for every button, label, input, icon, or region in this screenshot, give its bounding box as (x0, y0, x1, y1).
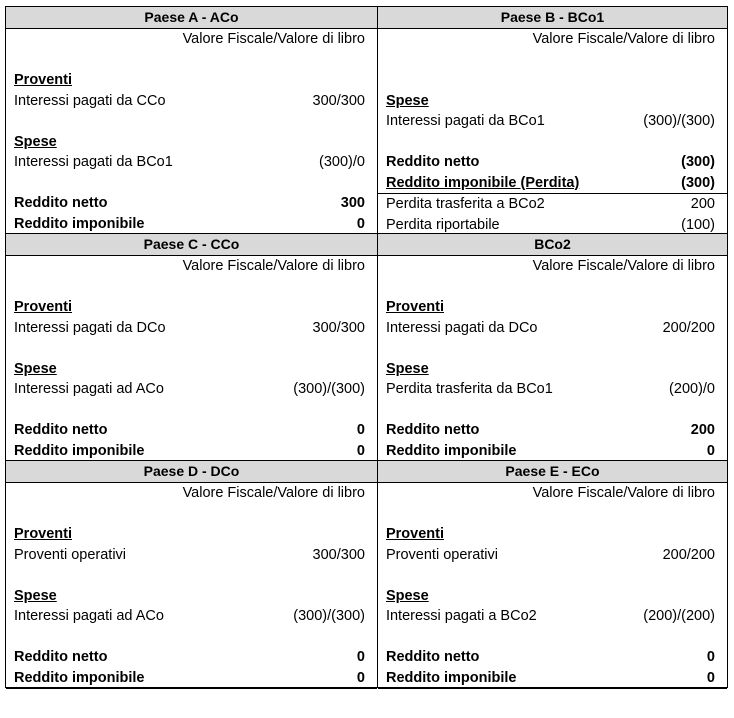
column-header: Valore Fiscale/Valore di libro (182, 31, 365, 47)
tax-table (5, 6, 728, 688)
carryforward-loss-value: (100) (681, 216, 715, 233)
expense-item: Perdita trasferita da BCo1 (385, 381, 553, 397)
panel-title: Paese B - BCo1 (378, 6, 727, 29)
panel-title: BCo2 (378, 233, 727, 256)
expense-item: Interessi pagati a BCo2 (385, 608, 537, 624)
carryforward-loss-label: Perdita riportabile (385, 216, 500, 233)
net-income-label: Reddito netto (14, 422, 108, 438)
taxable-income-value: 0 (356, 442, 365, 459)
expense-item: Interessi pagati ad ACo (14, 381, 164, 397)
panel-paese-d (5, 460, 377, 688)
taxable-income-value: 0 (356, 669, 365, 686)
table-row (5, 233, 728, 460)
taxable-loss-label: Reddito imponibile (Perdita) (385, 174, 580, 191)
taxable-income-value: 0 (356, 215, 365, 232)
net-income-label: Reddito netto (14, 195, 108, 211)
taxable-income-label: Reddito imponibile (14, 442, 145, 459)
net-income-label: Reddito netto (385, 649, 480, 665)
panel-title: Paese D - DCo (6, 460, 377, 483)
income-item: Interessi pagati da DCo (385, 319, 538, 336)
income-item: Interessi pagati da DCo (14, 319, 166, 336)
expense-item: Interessi pagati da BCo1 (14, 154, 173, 170)
income-value: 300/300 (312, 92, 365, 109)
spese-heading: Spese (385, 92, 429, 109)
taxable-income-label: Reddito imponibile (14, 215, 145, 232)
column-header: Valore Fiscale/Valore di libro (182, 258, 365, 274)
spese-heading: Spese (385, 360, 429, 377)
spese-heading: Spese (14, 587, 57, 604)
taxable-income-value: 0 (706, 442, 715, 459)
net-income-value: 0 (356, 649, 365, 665)
taxable-income-label: Reddito imponibile (385, 442, 517, 459)
taxable-income-value: 0 (706, 669, 715, 686)
proventi-heading: Proventi (385, 526, 444, 542)
expense-value: (300)/(300) (293, 608, 365, 624)
panel-paese-a (5, 6, 377, 233)
spese-heading: Spese (14, 133, 57, 150)
income-item: Proventi operativi (385, 546, 498, 563)
expense-value: (300)/(300) (643, 113, 715, 129)
spese-heading: Spese (385, 587, 429, 604)
net-income-label: Reddito netto (385, 422, 480, 438)
expense-value: (300)/(300) (293, 381, 365, 397)
spese-heading: Spese (14, 360, 57, 377)
taxable-loss-value: (300) (681, 174, 715, 191)
table-row (5, 460, 728, 688)
net-income-value: (300) (681, 154, 715, 170)
transferred-loss-value: 200 (690, 196, 715, 212)
panel-title: Paese A - ACo (6, 6, 377, 29)
income-value: 200/200 (662, 546, 715, 563)
column-header: Valore Fiscale/Valore di libro (532, 485, 715, 501)
expense-value: (200)/0 (669, 381, 715, 397)
column-header: Valore Fiscale/Valore di libro (182, 485, 365, 501)
expense-value: (300)/0 (319, 154, 365, 170)
net-income-label: Reddito netto (14, 649, 108, 665)
net-income-value: 0 (706, 649, 715, 665)
taxable-income-label: Reddito imponibile (385, 669, 517, 686)
taxable-income-label: Reddito imponibile (14, 669, 145, 686)
proventi-heading: Proventi (14, 526, 73, 542)
income-value: 200/200 (662, 319, 715, 336)
proventi-heading: Proventi (14, 299, 73, 315)
panel-paese-b (377, 6, 728, 233)
income-item: Proventi operativi (14, 546, 127, 563)
net-income-label: Reddito netto (385, 154, 480, 170)
net-income-value: 200 (690, 422, 715, 438)
expense-item: Interessi pagati ad ACo (14, 608, 164, 624)
table-row (5, 6, 728, 233)
net-income-value: 300 (340, 195, 365, 211)
net-income-value: 0 (356, 422, 365, 438)
transferred-loss-label: Perdita trasferita a BCo2 (385, 196, 545, 212)
income-item: Interessi pagati da CCo (14, 92, 166, 109)
expense-item: Interessi pagati da BCo1 (385, 113, 545, 129)
panel-bco2 (377, 233, 728, 460)
expense-value: (200)/(200) (643, 608, 715, 624)
column-header: Valore Fiscale/Valore di libro (532, 31, 715, 47)
column-header: Valore Fiscale/Valore di libro (532, 258, 715, 274)
proventi-heading: Proventi (385, 299, 444, 315)
panel-paese-c (5, 233, 377, 460)
proventi-heading: Proventi (14, 72, 73, 88)
panel-title: Paese E - ECo (378, 460, 727, 483)
income-value: 300/300 (312, 319, 365, 336)
panel-title: Paese C - CCo (6, 233, 377, 256)
panel-paese-e (377, 460, 728, 688)
income-value: 300/300 (312, 546, 365, 563)
